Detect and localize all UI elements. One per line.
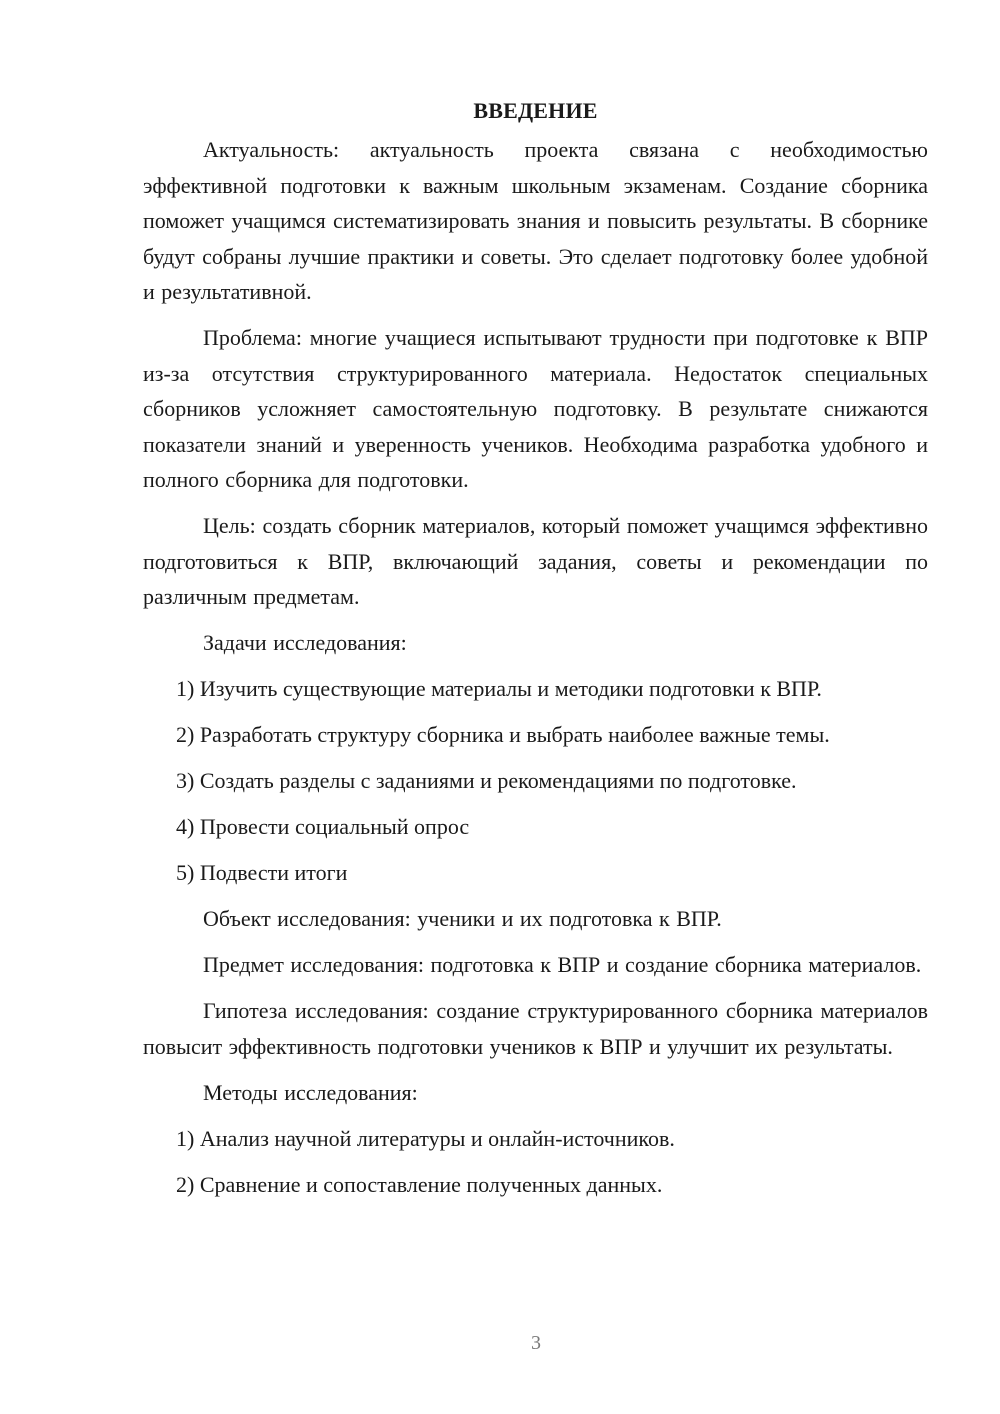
goal-paragraph: Цель: создать сборник материалов, который поможет учащимся эффективно подготовиться к ВПР, включающий задания, советы и рекомендации по различным предметам.: [143, 513, 928, 609]
tasks-heading: Задачи исследования:: [203, 630, 407, 655]
task-item-4: 4) Провести социальный опрос: [176, 814, 470, 839]
section-title: ВВЕДЕНИЕ: [473, 98, 598, 123]
method-item-1: 1) Анализ научной литературы и онлайн-источников.: [176, 1125, 675, 1151]
document-body: [143, 93, 928, 1213]
hypothesis-paragraph: Гипотеза исследования: создание структурированного сборника материалов повысит эффективность подготовки учеников к ВПР и улучшит их результаты.: [143, 998, 928, 1059]
object-paragraph: Объект исследования: ученики и их подготовка к ВПР.: [203, 906, 722, 931]
page-number: 3: [531, 1332, 541, 1354]
task-item-2: 2) Разработать структуру сборника и выбрать наиболее важные темы.: [176, 722, 830, 747]
tasks-list: [143, 671, 928, 891]
task-item-5: 5) Подвести итоги: [176, 860, 348, 885]
task-item-3: 3) Создать разделы с заданиями и рекомендациями по подготовке.: [176, 768, 797, 793]
method-item-2: 2) Сравнение и сопоставление полученных данных.: [176, 1171, 663, 1197]
methods-heading: Методы исследования:: [203, 1079, 418, 1105]
problem-paragraph: Проблема: многие учащиеся испытывают трудности при подготовке к ВПР из-за отсутствия структурированного материала. Недостаток специальных сборников усложняет самостоятельную подготовку. В результате снижаются показатели знаний и уверенность учеников. Необходима разработка удобного и полного сборника для подготовки.: [143, 325, 928, 492]
task-item-1: 1) Изучить существующие материалы и методики подготовки к ВПР.: [176, 676, 822, 701]
relevance-paragraph: Актуальность: актуальность проекта связана с необходимостью эффективной подготовки к важным школьным экзаменам. Создание сборника поможет учащимся систематизировать знания и повысить результаты. В сборнике будут собраны лучшие практики и советы. Это сделает подготовку более удобной и результативной.: [143, 137, 928, 304]
methods-list: [143, 1121, 928, 1203]
subject-paragraph: Предмет исследования: подготовка к ВПР и создание сборника материалов.: [203, 952, 922, 977]
